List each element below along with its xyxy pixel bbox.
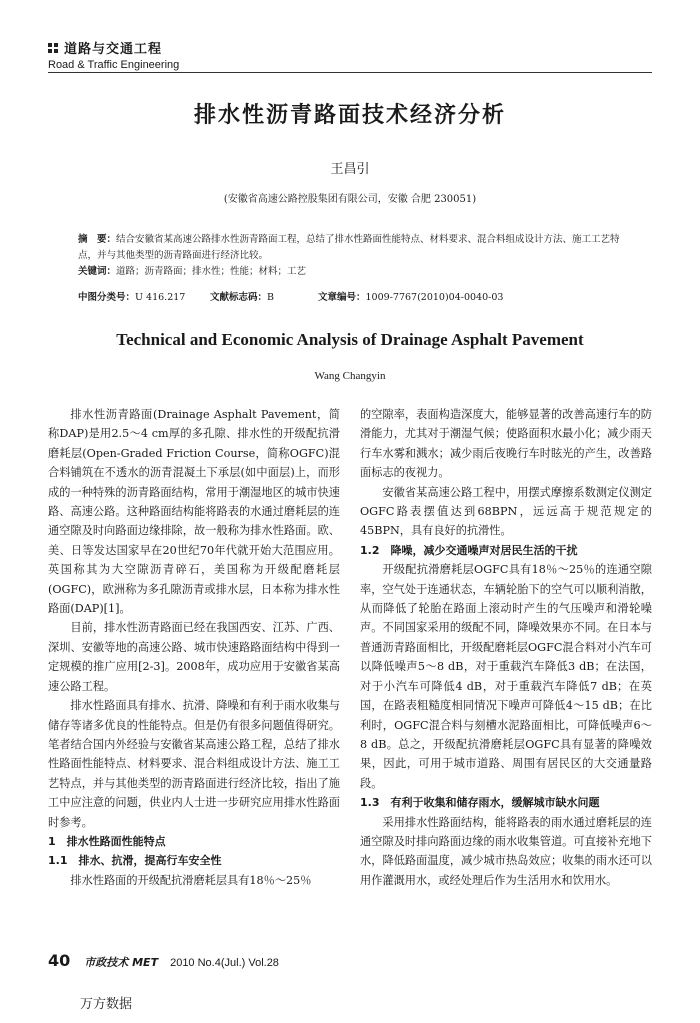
abstract-block [78,232,628,280]
affiliation-cn: (安徽省高速公路控股集团有限公司，安徽 合肥 230051) [223,194,477,205]
subsection-heading: 1.3 有利于收集和储存雨水，缓解城市缺水问题 [360,796,600,810]
paper-title-en: Technical and Economic Analysis of Drainage Asphalt Pavement [116,330,584,349]
watermark: 万方数据 [80,997,133,1012]
subsection-heading: 1.2 降噪，减少交通噪声对居民生活的干扰 [360,543,578,557]
header-cn: 道路与交通工程 [64,42,163,57]
paragraph: 排水性沥青路面(Drainage Asphalt Pavement，简称DAP)是用2.5～4 cm厚的多孔隙、排水性的开级配抗滑磨耗层(Open-Graded Friction Course，简称OGFC)混合料铺筑在不透水的沥青混凝土下承层(如中面层)上，而形成的一种特殊的沥青路面结构，常用于潮湿地区的城市快速路、高速公路。这种路面结构能将路表的水通过磨耗层的连通空隙及时向路面边缘排除，故一般称为排水性路面。欧、美、日等发达国家早在20世纪70年代就开始大范围应用。英国称其为大空隙沥青碎石，美国称为开级配磨耗层(OGFC)，欧洲称为多孔隙沥青或排水层，日本称为排水性路面(DAP)[1]。 [48,408,340,616]
page-footer [48,951,279,970]
section-square-icon [48,43,58,53]
keywords: 关键词：道路；沥青路面；排水性；性能；材料；工艺 [78,266,307,277]
paragraph: 开级配抗滑磨耗层OGFC具有18％～25％的连通空隙率，空气处于连通状态，车辆轮胎下的空气可以顺利消散，从而降低了轮胎在路面上滚动时产生的气压噪声和滑轮噪声。不同国家采用的级配不同，降噪效果亦不同。在日本与普通沥青路面相比，开级配磨耗层OGFC混合料对小汽车可以降低噪声5～8 dB，对于重载汽车降低3 dB；在法国，对于小汽车可降低4 dB，对于重载汽车降低7 dB；在英国，在路表粗糙度相同情况下噪声可降低4～15 dB；在比利时，OGFC混合料与刻槽水泥路面相比，可降低噪声6～8 dB。总之，开级配抗滑磨耗层OGFC具有显著的降噪效果，因此，可用于城市道路、周围有居民区的大交通量路段。 [360,563,652,790]
author-cn: 王昌引 [330,162,370,177]
paragraph: 采用排水性路面结构，能将路表的雨水通过磨耗层的连通空隙及时排向路面边缘的雨水收集管道。可直接补充地下水，降低路面温度，减少城市热岛效应；收集的雨水还可以用作灌溉用水，或经处理后作为生活用水和饮用水。 [360,815,652,887]
paper-title-cn: 排水性沥青路面技术经济分析 [193,103,506,128]
article-number: 文章编号：1009-7767(2010)04-0040-03 [318,292,504,303]
issue-info: 2010 No.4(Jul.) Vol.28 [170,957,279,969]
section-heading: 1 排水性路面性能特点 [48,834,166,848]
header-divider [48,72,652,73]
paragraph: 目前，排水性沥青路面已经在我国西安、江苏、广西、深圳、安徽等地的高速公路、城市快速路路面结构中得到一定规模的推广应用[2-3]。2008年，成功应用于安徽省某高速公路工程。 [48,621,340,693]
paragraph: 安徽省某高速公路工程中，用摆式摩擦系数测定仪测定OGFC路表摆值达到68BPN，远远高于规范规定的45BPN，具有良好的抗滑性。 [360,485,652,538]
paragraph: 排水性路面具有排水、抗滑、降噪和有利于雨水收集与储存等诸多优良的性能特点。但是仍有很多问题值得研究。笔者结合国内外经验与安徽省某高速公路工程，总结了排水性路面性能特点、材料要求、混合料组成设计方法、施工工艺特点，并与其他类型的沥青路面进行经济比较，指出了施工中应注意的问题，供业内人士进一步研究应用排水性路面时参考。 [48,699,340,829]
journal-header [48,38,179,71]
paragraph: 排水性路面的开级配抗滑磨耗层具有18％～25％ [70,873,312,887]
page-number: 40 [48,951,71,970]
paragraph-continued: 的空隙率，表面构造深度大，能够显著的改善高速行车的防滑能力，尤其对于潮湿气候；使路面积水最小化；减少雨天行车水雾和溅水；减少雨后夜晚行车时眩光的产生，改善路面标志的夜视力。 [360,408,652,480]
author-en: Wang Changyin [314,370,386,382]
body-column-left [48,405,340,890]
abstract-text: 摘 要：结合安徽省某高速公路排水性沥青路面工程，总结了排水性路面性能特点、材料要求、混合料组成设计方法、施工工艺特点，并与其他类型的沥青路面进行经济比较。 [78,234,620,261]
subsection-heading: 1.1 排水、抗滑，提高行车安全性 [48,854,222,868]
body-column-right [360,405,652,890]
document-code: 文献标志码：B [210,292,274,303]
clc-number: 中图分类号：U 416.217 [78,292,186,303]
journal-name: 市政技术 MET [84,956,159,969]
header-en: Road & Traffic Engineering [48,59,180,71]
